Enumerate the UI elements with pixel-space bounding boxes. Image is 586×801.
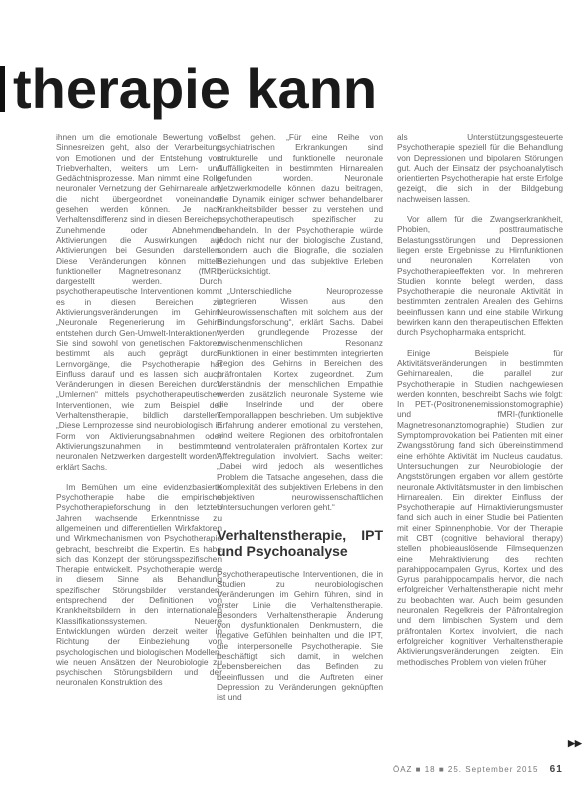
continue-arrow-icon: ▶▶: [568, 738, 582, 748]
article-paragraph: Im Bemühen um eine evidenzbasierte Psychotherapie habe die empirische Psychotherapieforschung in den letzten Jahren wachsende Erkenntnisse zu allgemeinen und differentiellen Wirkfaktoren und Wirkmechanismen von Psychotherapie gebracht, beschreibt die Expertin. Es habe sich das Konzept der störungsspezifischen Therapie entwickelt. Psychotherapie werde in diesem Sinne als Behandlung spezifischer Störungsbilder verstanden, entsprechend der Definitionen von Krankheitsbildern in den internationalen Klassifikationssystemen. Neuere Entwicklungen würden derzeit weiter in Richtung der Einbeziehung von psychologischen und biologischen Modellen, wie neuen Ansätzen der Neurobiologie zu psychischen Störungsbildern und der neuronalen Konstruktion des: [56, 481, 222, 688]
footer-publication: ÖAZ ■ 18 ■ 25. September 2015: [393, 765, 539, 774]
article-paragraph: Psychotherapeutische Interventionen, die in Studien zu neurobiologischen Veränderungen im Gehirn führen, sind in erster Linie die Verhaltenstherapie. Besonders Verhaltenstherapie Änderung von dysfunktionalen Denkmustern, die negative Gefühlen beinhalten und die IPT, die interpersonelle Psychotherapie. Sie beschäftigt sich damit, in welchen Lebensbereichen das Befinden zu beeinflussen und die Auftreten einer Depression zu Veränderungen geknüpften ist und: [217, 568, 383, 703]
article-paragraph: Selbst gehen. „Für eine Reihe von psychiatrischen Erkrankungen sind strukturelle und funktionelle neuronale Auffälligkeiten in bestimmten Hirnarealen gefunden worden. Neuronale Netzwerkmodelle können dazu beitragen, die Dynamik einiger schwer behandelbarer Krankheitsbilder besser zu verstehen und psychotherapeutisch spezifischer zu behandeln. In der Psychotherapie würde jedoch nicht nur der biologische Zustand, sondern auch die Biografie, die sozialen Beziehungen und das subjektive Erleben berücksichtigt.: [217, 132, 383, 276]
section-subheading: Verhaltenstherapie, IPT und Psychoanalyse: [217, 526, 383, 559]
article-paragraph: als Unterstützungsgesteuerte Psychotherapie speziell für die Behandlung von Depressionen und bipolaren Störungen gut. Auch der Einsatz der psychoanalytisch orientierten Psychotherapie hat erste Erfolge gezeigt, die sich in der Bildgebung nachweisen lassen.: [397, 132, 563, 204]
article-paragraph: Einige Beispiele für Aktivitätsveränderungen in bestimmten Gehirnarealen, die parallel zur Psychotherapie in Studien nachgewiesen werden konnten, beschreibt Sachs wie folgt: In PET-(Positronenemissionstomographie) und fMRI-(funktionelle Magnetresonanztomographie) Studien zur Symptomprovokation bei Patienten mit einer Zwangsstörung fand sich übereinstimmend eine erhöhte Aktivität im Nucleus caudatus. Untersuchungen zur Neurobiologie der Angststörungen ergaben vor allem gestörte neuronale Aktivitätsmuster in den limbischen Hirnarealen. Ein direkter Einfluss der Psychotherapie auf Hirnaktivierungsmuster fand sich auch in einer Studie bei Patienten mit einer Spinnenphobie. Vor der Therapie mit CBT (cognitive behavioral therapy) stellen phobieauslösende Filmsequenzen eine Mehraktivierung des rechten parahippocampalen Gyrus, Kortex und des Gyrus parahippocampalis hervor, die nach erfolgreicher Verhaltenstherapie nicht mehr zu beobachten war. Auch beim gesunden neuronalen Regelkreis der Päfrontalregion und dem limbischen System und dem präfrontalen Kortex involviert, die nach erfolgreicher kognitiver Verhaltenstherapie Aktivierungsveränderungen zeigten. Ein methodisches Problem von vielen früher: [397, 347, 563, 667]
headline-accent-bar: [0, 66, 5, 112]
page-footer: [393, 764, 573, 775]
page-title: therapie kann: [13, 57, 378, 120]
article-paragraph: „Unterschiedliche Neuroprozesse integrieren Wissen aus den Neurowissenschaften mit solchem aus der Bindungsforschung“, erklärt Sachs. Dabei werden grundlegende Prozesse der zwischenmenschlichen Resonanz Funktionen in einer bestimmten integrierten Region des Gehirns in Bereichen des präfrontalen Kortex zugeordnet. Zum Verständnis der menschlichen Empathie werden zusätzlich neuronale Systeme wie die Inselrinde und der obere Temporallappen beschrieben. Um subjektive Erfahrung anderer emotional zu verstehen, sind weitere Regionen des orbitofrontalen und ventrolateralen präfrontalen Kortex zur Affektregulation involviert. Sachs weiter: „Dabei wird jedoch als wesentliches Problem die Tatsache angesehen, dass die Komplexität des subjektiven Erlebens in den objektiven neurowissenschaftlichen Untersuchungen verloren geht.“: [217, 286, 383, 513]
article-column-2: [217, 132, 383, 713]
article-paragraph: Vor allem für die Zwangserkrankheit, Phobien, posttraumatische Belastungsstörungen und Depressionen liegen erste Ergebnisse zu Hirnfunktionen und neuronalen Korrelaten von Psychotherapieeffekten vor. In mehreren Studien konnte belegt werden, dass Psychotherapie die neuronale Aktivität in bestimmten zentralen Arealen des Gehirns beeinflussen kann und eine stabile Wirkung bewirken kann den therapeutischen Effekten durch Psychopharmaka entspricht.: [397, 214, 563, 338]
article-column-3: [397, 132, 563, 677]
page-number: 61: [549, 764, 563, 775]
article-column-1: [56, 132, 222, 698]
article-paragraph: ihnen um die emotionale Bewertung von Sinnesreizen geht, also der Verarbeitung von Emotionen und der Entstehung von Triebverhalten, weiters um Lern- und Gedächtnisprozesse. Man nimmt eine Rolle neuronaler Vernetzung der Gehirnareale an, die nicht übergeordnet voneinander gesehen werden können. Je nach Verhaltensdifferenz sind in diesen Bereichen Zunehmende oder Abnehmende Aktivierungen die Auswirkungen auf Aktivierungen bei Gesunden darstellen. Diese Veränderungen können mittels funktioneller Magnetresonanz (fMRI) dargestellt werden. Durch psychotherapeutische Interventionen kommt es in diesen Bereichen zu Aktivierungsveränderungen im Gehirn. „Neuronale Regenerierung im Gehirn entstehen durch Gen-Umwelt-Interaktionen“, Sie sind sowohl von genetischen Faktoren bestimmt als auch geprägt durch Lernvorgänge, die Psychotherapie hat Einfluss darauf und es lassen sich auch Veränderungen in diesen Bereichen durch „Umlernen“ mittels psychotherapeutischen Interventionen, wie zum Beispiel der Verhaltenstherapie, bildlich darstellen. „Diese Lernprozesse sind neurobiologisch in Form von Aktivierungsabnahmen oder Aktivierungszunahmen in bestimmten neuronalen Netzwerken dargestellt worden“, erklärt Sachs.: [56, 132, 222, 472]
headline-bar: [0, 58, 586, 120]
